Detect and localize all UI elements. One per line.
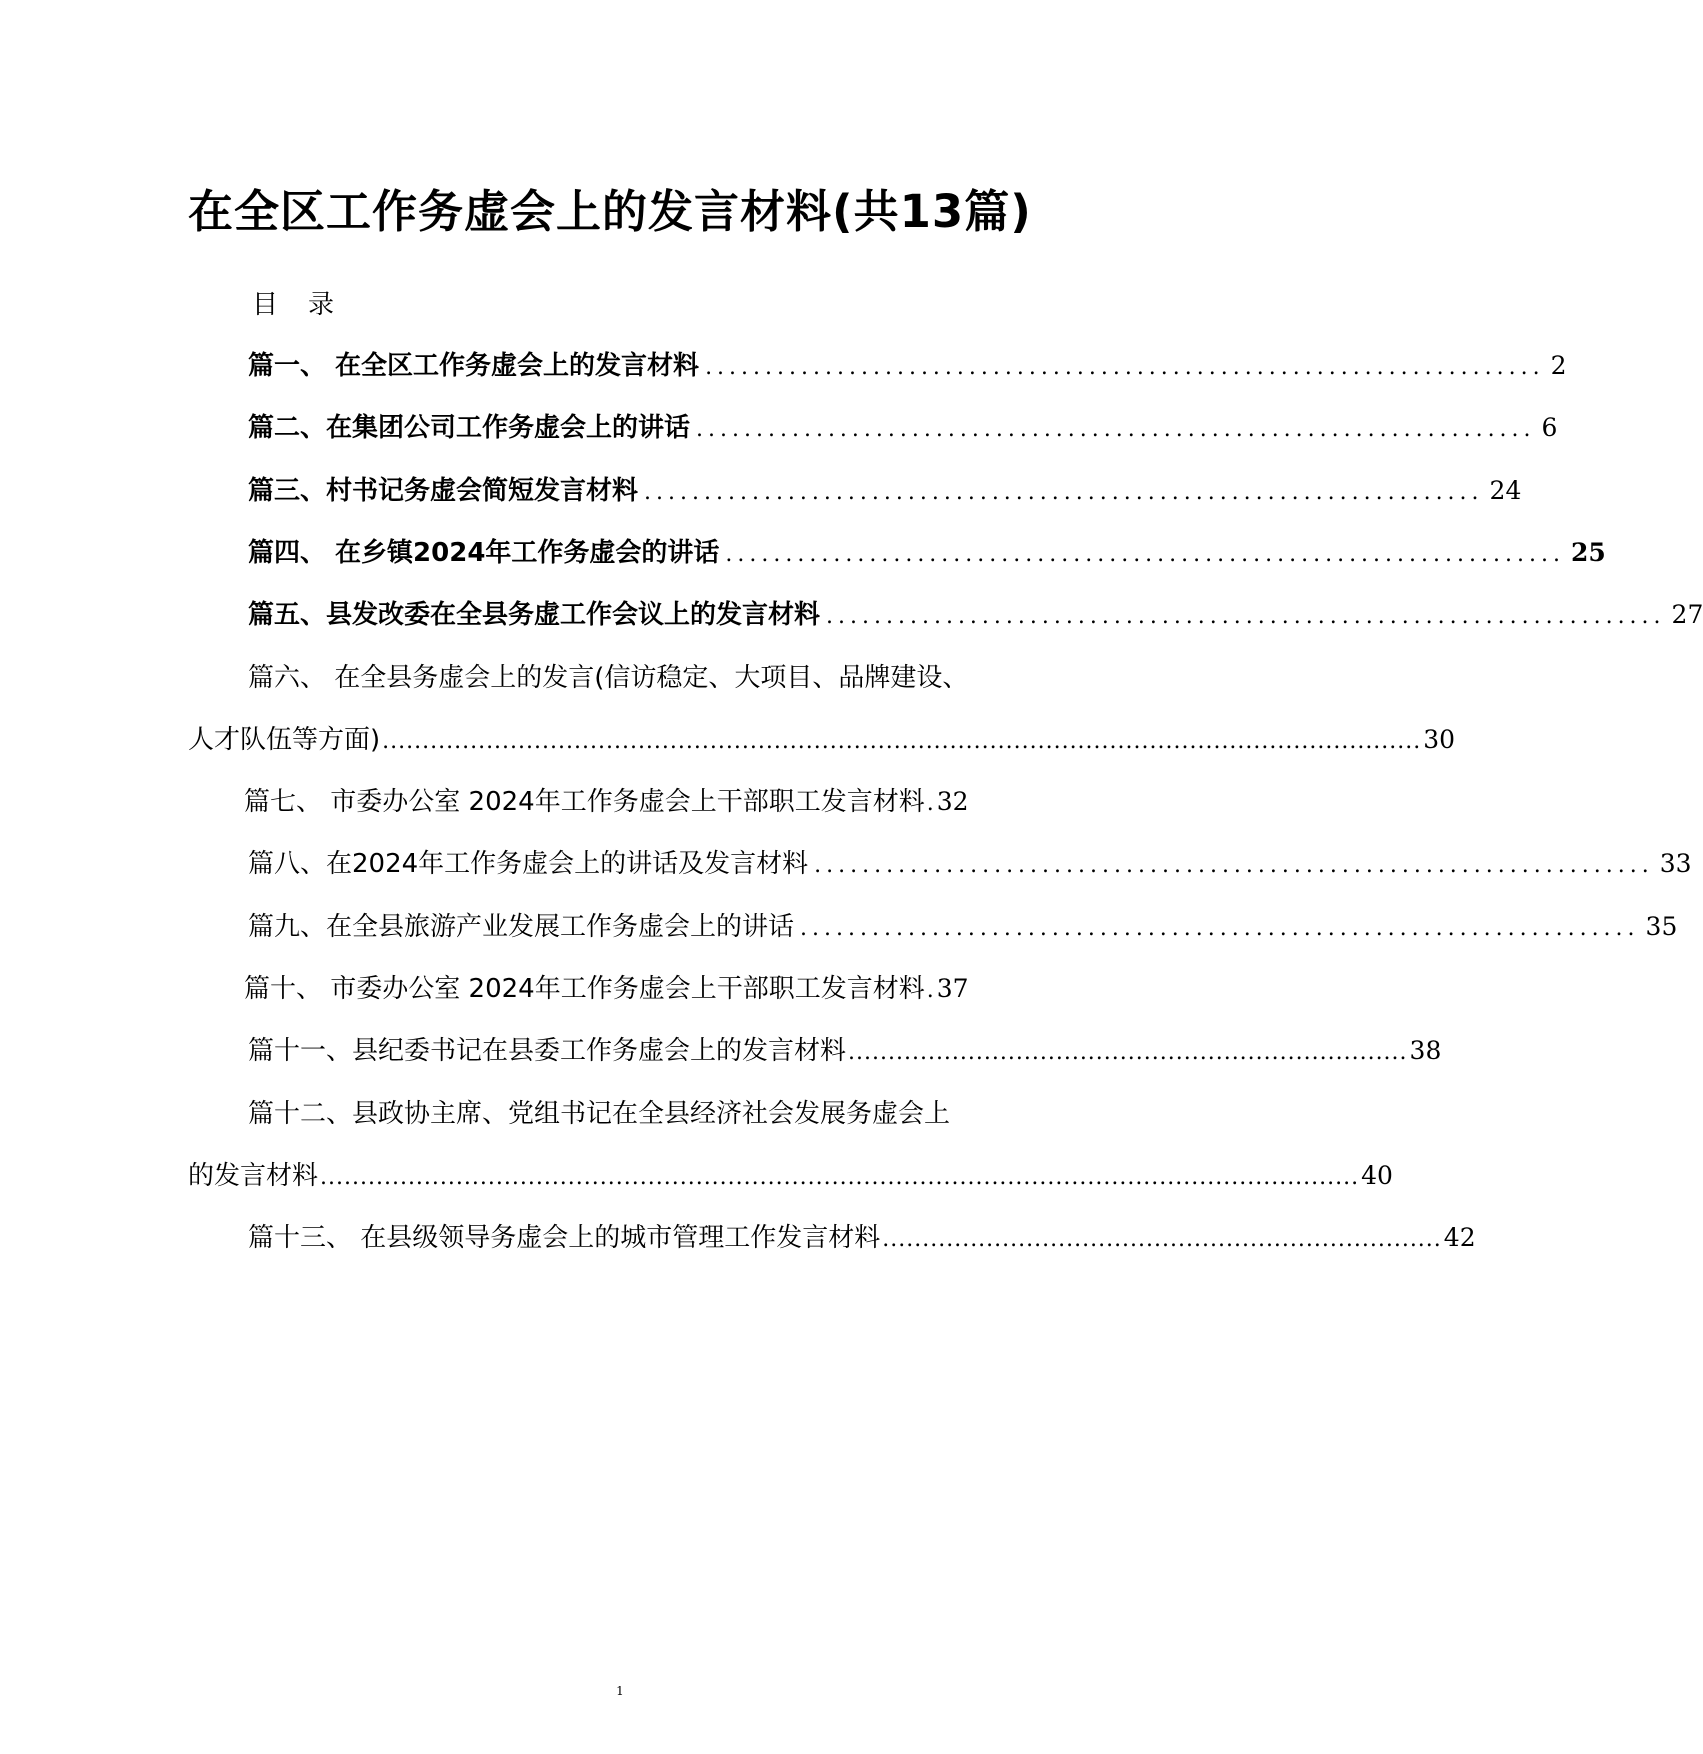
toc-entry-page: 27: [1671, 600, 1703, 629]
toc-entry-12-line-1[interactable]: 篇十二、县政协主席、党组书记在全县经济社会发展务虚会上: [248, 1099, 951, 1129]
toc-entry-2[interactable]: [248, 410, 1558, 448]
toc-entry-page: 33: [1659, 849, 1692, 878]
document-title: 在全区工作务虚会上的发言材料(共13篇): [188, 185, 1032, 238]
toc-entry-label: 篇十、 市委办公室 2024年工作务虚会上干部职工发言材料: [244, 974, 925, 1004]
toc-entry-3[interactable]: [248, 473, 1522, 511]
toc-leader-dots: ......................................................................: [725, 542, 1565, 567]
toc-leader-dots: ......................................................................: [814, 853, 1654, 878]
toc-leader-dots: ......................................................................: [882, 1227, 1442, 1252]
toc-entry-13[interactable]: [248, 1220, 1476, 1258]
toc-entry-9[interactable]: [248, 909, 1678, 947]
toc-entry-6[interactable]: [188, 722, 1456, 760]
toc-entry-4[interactable]: [248, 535, 1606, 573]
toc-entry-label: 篇四、 在乡镇2024年工作务虚会的讲话: [248, 538, 720, 568]
toc-heading-char-2: 录: [308, 290, 335, 320]
toc-leader-dots: ..................................................................................................................................: [382, 729, 1422, 754]
toc-entry-label: 篇二、在集团公司工作务虚会上的讲话: [248, 413, 691, 443]
toc-entry-page: 42: [1443, 1223, 1476, 1252]
toc-leader-dots: .: [926, 978, 935, 1003]
toc-entry-page: 2: [1550, 351, 1567, 380]
toc-leader-dots: ......................................................................: [696, 417, 1536, 442]
toc-entry-10[interactable]: [244, 971, 1054, 1009]
toc-entry-11[interactable]: [248, 1033, 1442, 1071]
toc-entry-page: 25: [1570, 538, 1606, 567]
toc-entry-page: 24: [1489, 476, 1522, 505]
toc-entry-7[interactable]: [244, 784, 1054, 822]
toc-leader-dots: ......................................................................: [644, 480, 1484, 505]
toc-leader-dots: ......................................................................: [826, 604, 1666, 629]
toc-entry-page: 30: [1423, 725, 1456, 754]
toc-entry-label: 篇一、 在全区工作务虚会上的发言材料: [248, 351, 700, 381]
toc-entry-label: 篇十三、 在县级领导务虚会上的城市管理工作发言材料: [248, 1223, 881, 1253]
toc-leader-dots: ......................................................................: [800, 916, 1640, 941]
toc-heading-char-1: 目: [252, 290, 279, 320]
toc-entry-page: 38: [1409, 1036, 1442, 1065]
toc-entry-label: 篇十一、县纪委书记在县委工作务虚会上的发言材料: [248, 1036, 847, 1066]
toc-leader-dots: ......................................................................: [705, 355, 1545, 380]
toc-entry-5[interactable]: [248, 597, 1703, 635]
toc-entry-label: 人才队伍等方面): [188, 725, 381, 755]
toc-entry-label: 篇九、在全县旅游产业发展工作务虚会上的讲话: [248, 912, 795, 942]
toc-entry-8[interactable]: [248, 846, 1692, 884]
toc-entry-label: 的发言材料: [188, 1161, 319, 1191]
toc-entry-6-line-1[interactable]: 篇六、 在全县务虚会上的发言(信访稳定、大项目、品牌建设、: [248, 663, 969, 693]
toc-heading: [252, 287, 364, 323]
toc-entry-12[interactable]: [188, 1158, 1393, 1196]
toc-entry-page: 35: [1645, 912, 1678, 941]
toc-leader-dots: ......................................................................: [848, 1040, 1408, 1065]
toc-entry-label: 篇五、县发改委在全县务虚工作会议上的发言材料: [248, 600, 821, 630]
toc-entry-label: 篇七、 市委办公室 2024年工作务虚会上干部职工发言材料: [244, 787, 925, 817]
toc-entry-page: 40: [1361, 1161, 1393, 1190]
toc-entry-label: 篇三、村书记务虚会简短发言材料: [248, 476, 639, 506]
toc-leader-dots: ..................................................................................................................................: [320, 1165, 1360, 1190]
toc-entry-1[interactable]: [248, 348, 1567, 386]
toc-entry-label: 篇八、在2024年工作务虚会上的讲话及发言材料: [248, 849, 809, 879]
toc-entry-page: 37: [936, 974, 969, 1003]
toc-leader-dots: .: [926, 791, 935, 816]
toc-entry-page: 32: [936, 787, 969, 816]
footer-page-number: 1: [616, 1684, 624, 1698]
toc-entry-page: 6: [1541, 413, 1558, 442]
